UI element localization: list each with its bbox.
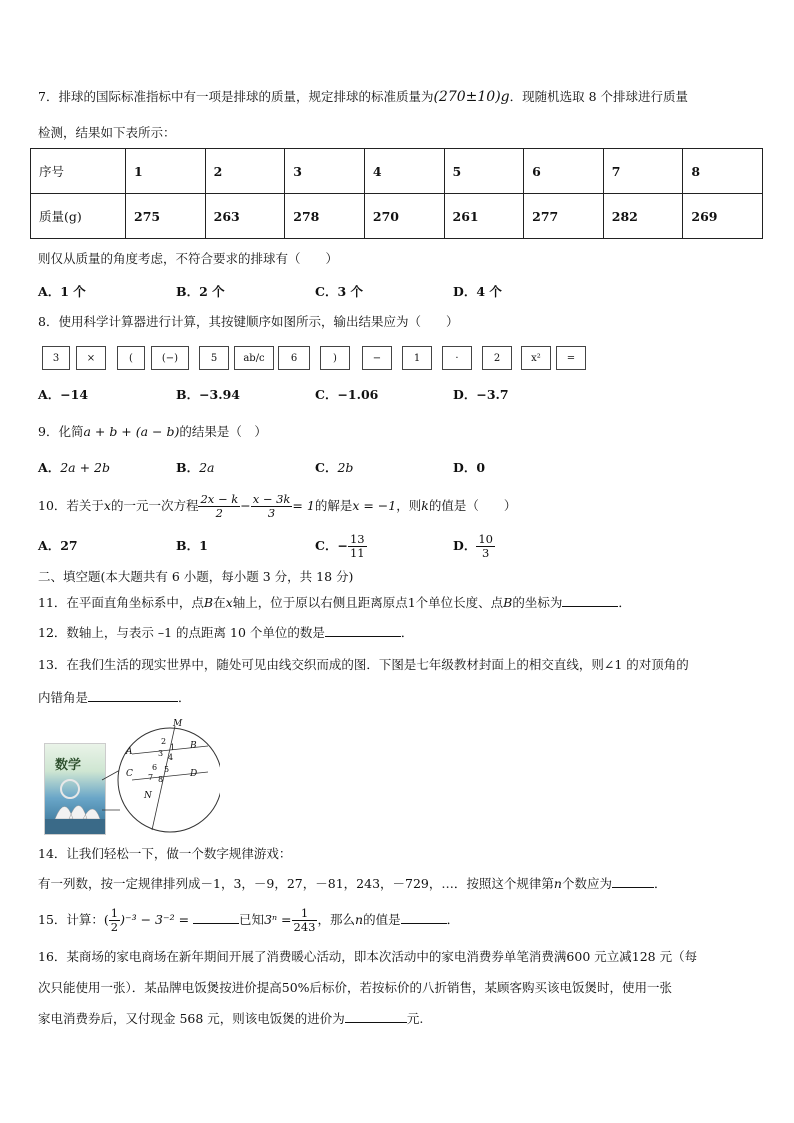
calc-key: ab/c: [234, 346, 274, 370]
calc-key: −: [362, 346, 392, 370]
table-header: 质量(g): [31, 194, 126, 239]
minus-sign: −: [240, 498, 251, 513]
q16-line2: 次只能使用一张）．某品牌电饭煲按进价提高50%后标价，若按标价的八折销售，某顾客购买该电饭煲时，使用一张: [38, 980, 673, 995]
answer-blank[interactable]: [325, 624, 401, 637]
q9-option-b: [176, 459, 214, 477]
q7-option-d: D．4 个: [453, 284, 502, 299]
denominator: 243: [293, 920, 316, 934]
q7-mass: (270±10)g: [433, 89, 510, 105]
option-label: C．: [315, 460, 338, 475]
option-label: D．: [453, 538, 477, 553]
q16-line1: 16．某商场的家电商场在新年期间开展了消费暖心活动，即本次活动中的家电消费券单笔消费满600 元立减128 元（每: [38, 949, 698, 964]
q16-line3: [38, 1010, 423, 1028]
calc-key: ×: [76, 346, 106, 370]
option-label: B．: [176, 460, 200, 475]
denominator: 3: [482, 546, 490, 560]
table-header: 序号: [31, 149, 126, 194]
q7-text-end: ．现随机选取 8 个排球进行质量: [509, 89, 689, 104]
q13-line2: [38, 689, 191, 707]
var-x: x: [103, 498, 111, 513]
denominator: 2: [110, 920, 119, 934]
table-row: [31, 149, 763, 194]
angle-label: 5: [164, 765, 170, 774]
q15-stem: [38, 900, 459, 940]
q8-option-c: C．−1.06: [315, 387, 379, 402]
angle-label: 7: [148, 773, 154, 782]
q13-line2-text: 内错角是: [38, 690, 89, 705]
denominator: 3: [267, 506, 276, 520]
q8-option-b: B．−3.94: [176, 387, 240, 402]
table-cell: 277: [524, 194, 604, 239]
calc-key: (: [117, 346, 145, 370]
table-cell: 5: [444, 149, 524, 194]
answer-blank[interactable]: [193, 911, 239, 924]
option-value: 2a: [199, 460, 215, 475]
table-cell: 4: [364, 149, 444, 194]
q15-pre: 15．计算：(: [38, 912, 109, 927]
q7-option-c: C．3 个: [315, 284, 363, 299]
numerator: 2x − k: [200, 492, 239, 506]
angle-label: 2: [161, 737, 167, 746]
q10-mid2: 的解是: [314, 498, 353, 513]
q10-option-c: [315, 526, 367, 566]
q14-end: ．: [653, 876, 667, 891]
q10-post: 的值是（ ）: [428, 498, 517, 513]
q14-line2-end: 个数应为: [561, 876, 612, 891]
fig-label: C: [126, 769, 133, 779]
point-b: B: [203, 595, 214, 610]
q9-stem: [38, 423, 267, 441]
fig-label: A: [126, 747, 133, 757]
var-k: k: [421, 498, 429, 513]
table-cell: 278: [285, 194, 365, 239]
fraction: [348, 533, 367, 560]
answer-blank[interactable]: [562, 594, 618, 607]
calc-key: x²: [521, 346, 551, 370]
q15-post2: 的值是: [363, 912, 401, 927]
q7-text: 7．排球的国际标准指标中有一项是排球的质量，规定排球的标准质量为: [38, 89, 434, 104]
fraction: [198, 493, 240, 520]
q10-stem: [38, 486, 516, 526]
calc-key: 3: [42, 346, 70, 370]
numerator: 10: [478, 532, 493, 546]
calc-key: ·: [442, 346, 472, 370]
angle-label: 1: [170, 743, 176, 752]
q8-stem: 8．使用科学计算器进行计算，其按键顺序如图所示，输出结果应为（ ）: [38, 314, 459, 329]
calc-key: 1: [402, 346, 432, 370]
q11-mid2: 轴上，位于原以右侧且距离原点1个单位长度、点: [232, 595, 504, 610]
denominator: 2: [215, 506, 223, 520]
angle-label: 8: [158, 775, 164, 784]
q11-post: 的坐标为: [512, 595, 563, 610]
fig-label: D: [190, 769, 198, 779]
calc-key: ): [320, 346, 350, 370]
q15-post: ，那么: [317, 912, 355, 927]
table-cell: 2: [205, 149, 285, 194]
table-cell: 6: [524, 149, 604, 194]
table-cell: 8: [683, 149, 763, 194]
table-cell: 263: [205, 194, 285, 239]
q9-post: 的结果是（ ）: [179, 424, 267, 439]
angle-label: 3: [158, 749, 164, 758]
numerator: x − 3k: [252, 492, 291, 506]
numerator: 1: [292, 907, 318, 921]
book-title: 数学: [55, 758, 82, 773]
answer-blank[interactable]: [88, 689, 178, 702]
answer-blank[interactable]: [612, 875, 654, 888]
q12-pre: 12．数轴上，与表示 –1 的点距离 10 个单位的数是: [38, 625, 325, 640]
q10-option-a: A．27: [38, 538, 78, 553]
calc-key: 5: [199, 346, 229, 370]
angle-label: 4: [168, 753, 174, 762]
solution: x = −1: [352, 498, 397, 513]
q15-power: 3ⁿ =: [264, 912, 292, 927]
numerator: 1: [110, 906, 119, 920]
q10-option-b: B．1: [176, 538, 208, 553]
q13-end: ．: [178, 690, 191, 705]
fraction: [292, 907, 318, 934]
q7-line1: [38, 88, 688, 106]
q8-option-d: D．−3.7: [453, 387, 509, 402]
option-label: A．: [38, 460, 61, 475]
q7-option-b: B．2 个: [176, 284, 225, 299]
q14-line2-text: 有一列数，按一定规律排列成－1，3，－9，27，－81，243，－729，…．按照这个规律第: [38, 876, 554, 891]
table-cell: 1: [126, 149, 206, 194]
fraction: [251, 493, 293, 520]
var-n: n: [553, 876, 562, 891]
calc-key: =: [556, 346, 586, 370]
q8-option-a: A．−14: [38, 387, 89, 402]
q9-expr: a + b + (a − b): [83, 424, 180, 439]
table-cell: 270: [364, 194, 444, 239]
q13-line1: 13．在我们生活的现实世界中，随处可见由线交织而成的图．下图是七年级教材封面上的相交直线，则∠1 的对顶角的: [38, 657, 689, 672]
q10-option-d: [453, 526, 495, 566]
option-value: 2b: [337, 460, 354, 475]
q15-expr: )⁻³ − 3⁻² =: [120, 912, 190, 927]
q9-option-c: [315, 459, 353, 477]
var-n: n: [355, 912, 364, 927]
q7-option-a: A．1 个: [38, 284, 86, 299]
table-cell: 7: [603, 149, 683, 194]
fig-label: B: [190, 741, 197, 751]
numerator: 13: [349, 532, 365, 546]
q7-table: [30, 148, 763, 239]
table-cell: 275: [126, 194, 206, 239]
q15-end: ．: [446, 912, 460, 927]
table-cell: 282: [603, 194, 683, 239]
q10-mid: 的一元一次方程: [110, 498, 199, 513]
q7-line2: 检测，结果如下表所示：: [38, 125, 176, 140]
q9-option-d: D．0: [453, 460, 486, 475]
q14-line1: 14．让我们轻松一下，做一个数字规律游戏：: [38, 846, 292, 861]
q12-end: ．: [400, 625, 414, 640]
option-value: 2a + 2b: [60, 460, 110, 475]
q12-stem: [38, 624, 413, 642]
q14-line2: [38, 875, 666, 893]
q16-end: 元.: [406, 1011, 424, 1026]
q11-mid: 在: [213, 595, 226, 610]
q11-pre: 11．在平面直角坐标系中，点: [38, 595, 204, 610]
q9-option-a: [38, 459, 110, 477]
q16-line3-text: 家电消费券后，又付现金 568 元，则该电饭煲的进价为: [38, 1011, 345, 1026]
q9-pre: 9．化简: [38, 424, 84, 439]
q7-question: 则仅从质量的角度考虑，不符合要求的排球有（ ）: [38, 251, 339, 266]
q11-stem: [38, 594, 631, 612]
table-cell: 269: [683, 194, 763, 239]
q11-end: ．: [618, 595, 631, 610]
table-cell: 3: [285, 149, 365, 194]
table-row: [31, 194, 763, 239]
q10-pre: 10．若关于: [38, 498, 104, 513]
option-label: C．−: [315, 538, 348, 553]
angle-label: 6: [152, 763, 158, 772]
denominator: 11: [349, 546, 365, 560]
point-b: B: [503, 595, 513, 610]
fraction: [109, 907, 120, 934]
answer-blank[interactable]: [401, 911, 447, 924]
fig-label: N: [144, 791, 152, 801]
section-heading: 二、填空题(本大题共有 6 小题，每小题 3 分，共 18 分): [38, 569, 354, 584]
fraction: [476, 533, 495, 560]
equals-one: = 1: [292, 498, 315, 513]
table-cell: 261: [444, 194, 524, 239]
calc-key: (−): [151, 346, 189, 370]
q13-figure: [40, 718, 220, 836]
var-x: x: [225, 595, 233, 610]
q15-mid: 已知: [239, 912, 265, 927]
fig-label: M: [173, 719, 183, 729]
calc-key: 6: [278, 346, 310, 370]
q10-mid3: ，则: [396, 498, 422, 513]
calc-key: 2: [482, 346, 512, 370]
answer-blank[interactable]: [345, 1010, 407, 1023]
